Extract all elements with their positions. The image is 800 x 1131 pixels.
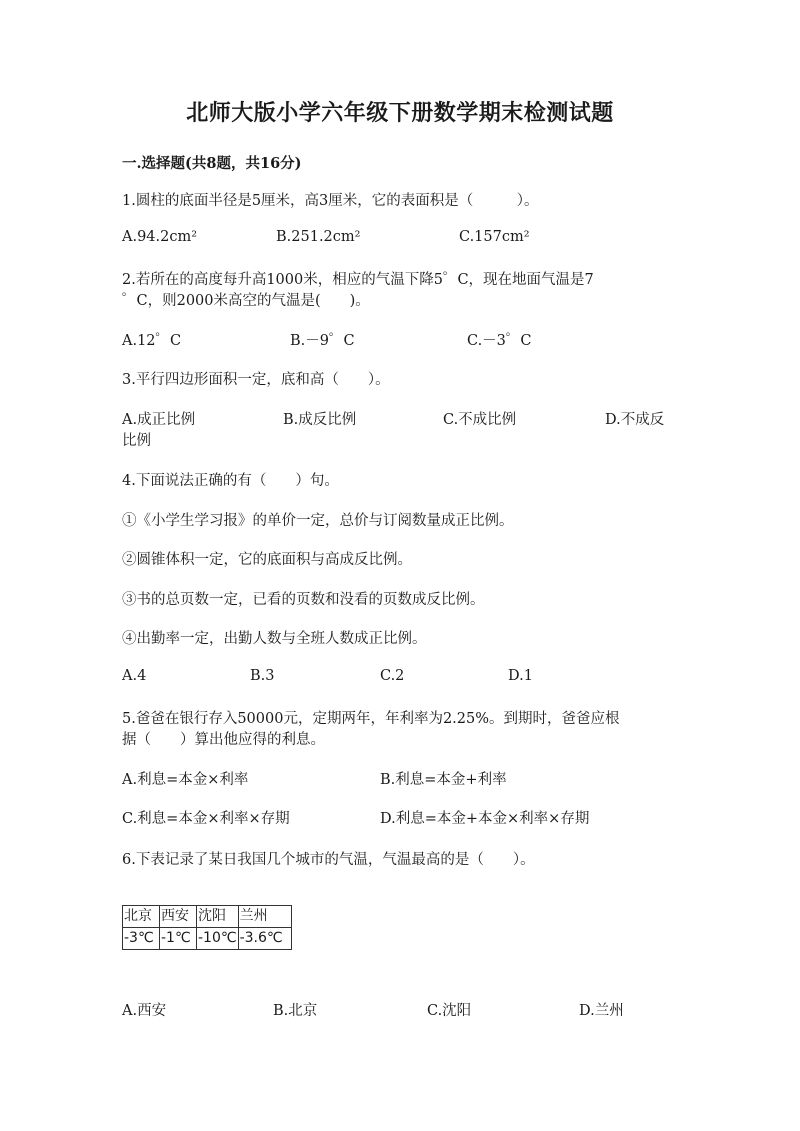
- question-2-option-b: B.－9゜C: [290, 333, 355, 349]
- table-row: [123, 906, 292, 928]
- question-4-stem: 4.下面说法正确的有（ ）句。: [122, 473, 339, 489]
- question-4-statement-1: ①《小学生学习报》的单价一定，总价与订阅数量成正比例。: [122, 513, 514, 529]
- question-3-option-c: C.不成比例: [443, 412, 517, 428]
- question-2-option-a: A.12゜C: [122, 333, 182, 349]
- question-5-option-d: D.利息=本金+本金×利率×存期: [380, 811, 590, 827]
- question-4-option-c: C.2: [380, 668, 405, 684]
- table-cell-temp: -3.6℃: [238, 928, 291, 950]
- question-4-option-b: B.3: [250, 668, 275, 684]
- question-6-option-b: B.北京: [273, 1003, 318, 1019]
- question-3-stem: 3.平行四边形面积一定，底和高（ ）。: [122, 372, 390, 388]
- table-cell-temp: -10℃: [197, 928, 239, 950]
- question-2-stem-line-2: ゜C，则2000米高空的气温是( )。: [122, 293, 370, 309]
- table-cell-city: 北京: [123, 906, 160, 928]
- question-1-option-c: C.157cm²: [459, 229, 530, 245]
- question-4-statement-3: ③书的总页数一定，已看的页数和没看的页数成反比例。: [122, 592, 485, 608]
- question-1-option-a: A.94.2cm²: [122, 229, 198, 245]
- question-4-option-a: A.4: [122, 668, 147, 684]
- question-6-option-d: D.兰州: [579, 1003, 624, 1019]
- page-title: 北师大版小学六年级下册数学期末检测试题: [186, 100, 614, 126]
- question-6-stem: 6.下表记录了某日我国几个城市的气温，气温最高的是（ ）。: [122, 852, 535, 868]
- table-cell-city: 沈阳: [197, 906, 239, 928]
- question-5-option-b: B.利息=本金+利率: [380, 772, 507, 788]
- question-5-stem-line-2: 据（ ）算出他应得的利息。: [122, 732, 325, 748]
- table-cell-city: 兰州: [238, 906, 291, 928]
- question-3-option-a: A.成正比例: [122, 412, 196, 428]
- question-4-statement-4: ④出勤率一定，出勤人数与全班人数成正比例。: [122, 631, 427, 647]
- question-4-option-d: D.1: [508, 668, 533, 684]
- question-1-stem: 1.圆柱的底面半径是5厘米，高3厘米，它的表面积是（ ）。: [122, 193, 539, 209]
- question-5-option-a: A.利息=本金×利率: [122, 772, 249, 788]
- table-cell-city: 西安: [160, 906, 197, 928]
- question-4-statement-2: ②圆锥体积一定，它的底面积与高成反比例。: [122, 552, 412, 568]
- table-cell-temp: -3℃: [123, 928, 160, 950]
- city-temperature-table: [122, 905, 292, 950]
- section-heading: 一.选择题(共8题，共16分): [122, 155, 302, 172]
- question-5-option-c: C.利息=本金×利率×存期: [122, 811, 290, 827]
- table-row: [123, 928, 292, 950]
- question-3-option-d-wrap: 比例: [122, 433, 151, 449]
- question-3-option-d: D.不成反: [605, 412, 665, 428]
- question-3-option-b: B.成反比例: [283, 412, 357, 428]
- question-6-option-a: A.西安: [122, 1003, 167, 1019]
- question-2-stem-line-1: 2.若所在的高度每升高1000米，相应的气温下降5゜C，现在地面气温是7: [122, 272, 594, 288]
- question-6-option-c: C.沈阳: [427, 1003, 472, 1019]
- table-cell-temp: -1℃: [160, 928, 197, 950]
- question-2-option-c: C.－3゜C: [467, 333, 532, 349]
- question-1-option-b: B.251.2cm²: [276, 229, 361, 245]
- question-5-stem-line-1: 5.爸爸在银行存入50000元，定期两年，年利率为2.25%。到期时，爸爸应根: [122, 711, 620, 727]
